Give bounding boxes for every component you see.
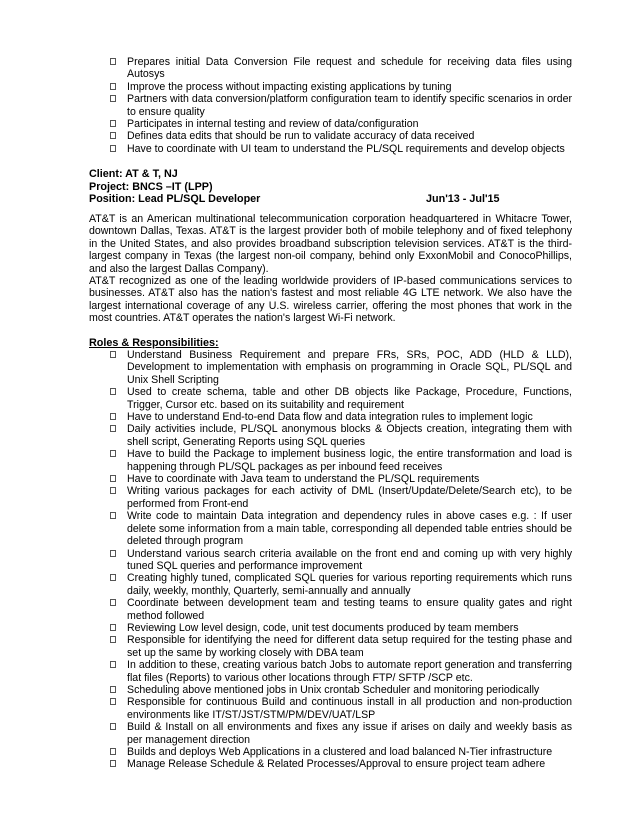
- bullet-text: Reviewing Low level design, code, unit test documents produced by team members: [127, 621, 519, 634]
- position-heading: [89, 193, 572, 205]
- bullet-text: Build & Install on all environments and fixes any issue if arises on daily and weekly basis as per management direction: [127, 721, 572, 746]
- bullet-text: In addition to these, creating various batch Jobs to automate report generation and transferring flat files (Reports) to various other locations through FTP/ SFTP /SCP etc.: [127, 659, 572, 684]
- list-item: [89, 473, 572, 485]
- bullet-text: Coordinate between development team and testing teams to ensure quality gates and right method followed: [127, 597, 572, 622]
- list-item: [89, 423, 572, 448]
- bullet-text: Have to coordinate with Java team to understand the PL/SQL requirements: [127, 473, 480, 486]
- list-item: [89, 56, 572, 81]
- bullet-box-icon: [110, 760, 116, 767]
- list-item: [89, 659, 572, 684]
- bullet-box-icon: [110, 83, 116, 90]
- bullet-box-icon: [110, 686, 116, 693]
- bullet-text: Have to build the Package to implement business logic, the entire transformation and load is happening through PL/SQL packages as per inbound feed receives: [127, 448, 572, 473]
- company-description-paragraph: AT&T recognized as one of the leading worldwide providers of IP-based communications services to businesses. AT&T also has the nation's fastest and most reliable 4G LTE network. We also have the largest international coverage of any U.S. wireless carrier, offering the most phones that work in the most countries. AT&T operates the nation's largest Wi-Fi network.: [89, 275, 572, 325]
- list-item: [89, 81, 572, 93]
- list-item: [89, 684, 572, 696]
- bullet-box-icon: [110, 748, 116, 755]
- list-item: [89, 386, 572, 411]
- bullet-text: Have to coordinate with UI team to understand the PL/SQL requirements and develop objects: [127, 142, 565, 155]
- list-item: [89, 485, 572, 510]
- bullet-text: Understand Business Requirement and prepare FRs, SRs, POC, ADD (HLD & LLD), Development to implementation with emphasis on programming in Oracle SQL, PL/SQL and Unix Shell Scripting: [127, 349, 572, 386]
- bullet-box-icon: [110, 661, 116, 668]
- position-title: Position: Lead PL/SQL Developer: [89, 193, 261, 205]
- list-item: [89, 721, 572, 746]
- bullet-text: Writing various packages for each activity of DML (Insert/Update/Delete/Search etc), to be performed from Front-end: [127, 485, 572, 510]
- list-item: [89, 746, 572, 758]
- bullet-text: Responsible for continuous Build and continuous install in all production and non-production environments like IT/ST/JST/STM/PM/DEV/UAT/LSP: [127, 696, 572, 721]
- bullet-box-icon: [110, 574, 116, 581]
- bullet-text: Have to understand End-to-end Data flow and data integration rules to implement logic: [127, 411, 533, 424]
- list-item: [89, 634, 572, 659]
- bullet-box-icon: [110, 599, 116, 606]
- list-item: [89, 118, 572, 130]
- bullet-text: Scheduling above mentioned jobs in Unix crontab Scheduler and monitoring periodically: [127, 683, 540, 696]
- list-item: [89, 510, 572, 547]
- bullet-box-icon: [110, 413, 116, 420]
- bullet-text: Understand various search criteria available on the front end and coming up with very highly tuned SQL queries and performance improvement: [127, 547, 572, 572]
- company-description-paragraph: AT&T is an American multinational telecommunication corporation headquartered in Whitacre Tower, downtown Dallas, Texas. AT&T is the largest provider both of mobile telephony and of fixed telephony in the United States, and also provides broadband subscription television services. AT&T is the third-largest company in Texas (the largest non-oil company, behind only ExxonMobil and ConocoPhillips, and also the largest Dallas Company).: [89, 213, 572, 275]
- bullet-text: Builds and deploys Web Applications in a clustered and load balanced N-Tier infrastructure: [127, 746, 553, 758]
- list-item: [89, 93, 572, 118]
- list-item: [89, 597, 572, 622]
- bullet-text: Write code to maintain Data integration and dependency rules in above cases e.g. : If user delete some information from a main table, corresponding all depended table entries should be deleted through program: [127, 510, 572, 548]
- bullet-text: Used to create schema, table and other DB objects like Package, Procedure, Functions, Trigger, Cursor etc. based on its suitability and requirement: [127, 386, 572, 411]
- list-item: [89, 696, 572, 721]
- bullet-box-icon: [110, 351, 116, 358]
- list-item: [89, 130, 572, 142]
- bullet-box-icon: [110, 636, 116, 643]
- bullet-box-icon: [110, 624, 116, 631]
- bullet-text: Improve the process without impacting existing applications by tuning: [127, 80, 452, 93]
- bullet-box-icon: [110, 132, 116, 139]
- bullet-text: Manage Release Schedule & Related Processes/Approval to ensure project team adhere: [127, 758, 546, 771]
- list-item: [89, 349, 572, 386]
- list-item: [89, 143, 572, 155]
- list-item: [89, 572, 572, 597]
- bullet-box-icon: [110, 723, 116, 730]
- roles-bullet-list: [89, 349, 572, 771]
- client-heading: Client: AT & T, NJ: [89, 168, 178, 180]
- bullet-box-icon: [110, 120, 116, 127]
- bullet-box-icon: [110, 450, 116, 457]
- bullet-text: Prepares initial Data Conversion File request and schedule for receiving data files using Autosys: [127, 56, 572, 81]
- bullet-text: Daily activities include, PL/SQL anonymous blocks & Objects creation, integrating them with shell script, Generating Reports using SQL queries: [127, 423, 572, 448]
- bullet-box-icon: [110, 512, 116, 519]
- project-heading: Project: BNCS –IT (LPP): [89, 181, 213, 193]
- list-item: [89, 448, 572, 473]
- previous-role-bullet-list: [89, 56, 572, 155]
- list-item: [89, 758, 572, 770]
- bullet-box-icon: [110, 145, 116, 152]
- bullet-text: Creating highly tuned, complicated SQL queries for various reporting requirements which runs daily, weekly, monthly, Quarterly, semi-annually and annually: [127, 572, 572, 597]
- bullet-text: Defines data edits that should be run to validate accuracy of data received: [127, 130, 475, 143]
- bullet-box-icon: [110, 475, 116, 482]
- bullet-box-icon: [110, 425, 116, 432]
- list-item: [89, 411, 572, 423]
- date-range: Jun'13 - Jul'15: [426, 193, 500, 205]
- bullet-box-icon: [110, 550, 116, 557]
- bullet-box-icon: [110, 698, 116, 705]
- bullet-box-icon: [110, 58, 116, 65]
- bullet-text: Partners with data conversion/platform configuration team to identify specific scenarios in order to ensure quality: [127, 93, 572, 118]
- list-item: [89, 622, 572, 634]
- bullet-text: Participates in internal testing and review of data/configuration: [127, 118, 419, 131]
- roles-heading: Roles & Responsibilities:: [89, 337, 219, 349]
- list-item: [89, 548, 572, 573]
- bullet-box-icon: [110, 388, 116, 395]
- bullet-text: Responsible for identifying the need for different data setup required for the testing phase and set up the same by working closely with DBA team: [127, 634, 572, 659]
- bullet-box-icon: [110, 487, 116, 494]
- bullet-box-icon: [110, 95, 116, 102]
